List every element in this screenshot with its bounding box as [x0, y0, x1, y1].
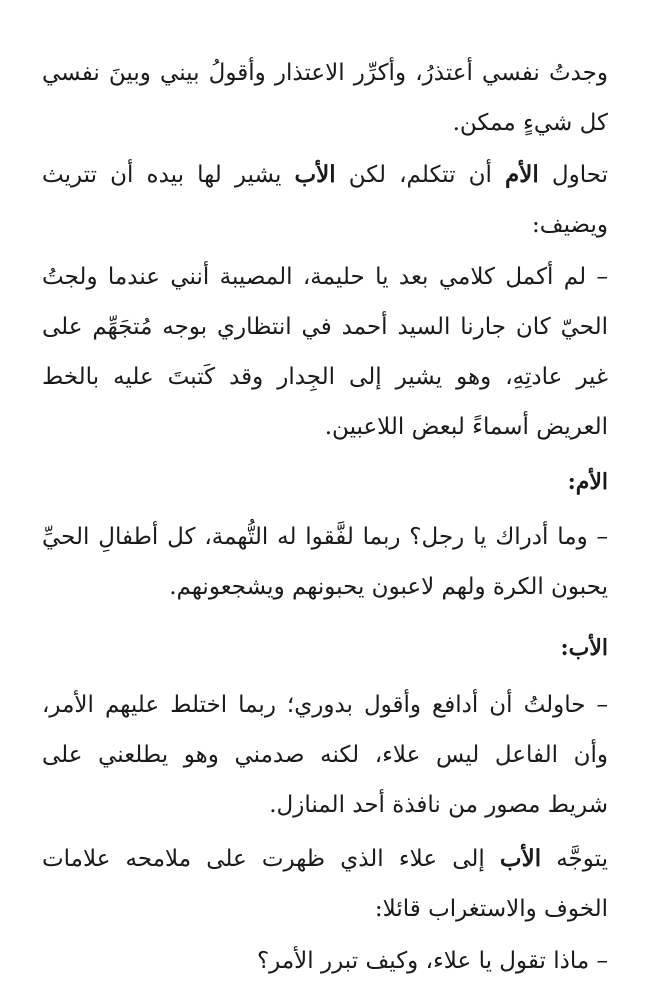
paragraph-narration-mother-father	[42, 150, 608, 250]
narration-text: يتوجَّه	[541, 846, 608, 872]
paragraph-father-defense: – حاولتُ أن أدافع وأقول بدوري؛ ربما اختلط عليهم الأمر، وأن الفاعل ليس علاء، لكنه صدمني وهو يطلعني على شريط مصور من نافذة أحد المنازل.	[42, 692, 608, 818]
paragraph-father-dialogue: – لم أكمل كلامي بعد يا حليمة، المصيبة أنني عندما ولجتُ الحيّ كان جارنا السيد أحمد في انتظاري بوجه مُتجَهِّم على غير عادتِهِ، وهو يشير إلى الجِدار وقد كَتبتَ عليه بالخط العريض أسماءً لبعض اللاعبين.	[42, 264, 608, 440]
narration-text: يشير لها بيده أن تتريث ويضيف:	[42, 162, 608, 238]
father-name: الأب	[499, 845, 542, 872]
mother-name: الأم	[505, 161, 539, 188]
narration-text: إلى علاء الذي ظهرت على ملامحه علامات الخوف والاستغراب قائلا:	[42, 846, 608, 922]
narration-text: تحاول	[538, 162, 608, 188]
paragraph-mother-dialogue: – وما أدراك يا رجل؟ ربما لفَّقوا له التُّهمة، كل أطفالِ الحيِّ يحبون الكرة ولهم لاعبون يحبونهم ويشجعونهم.	[42, 524, 608, 600]
speaker-label-mother: الأم:	[567, 469, 608, 495]
father-name: الأب	[294, 161, 336, 188]
paragraph-father-question: – ماذا تقول يا علاء، وكيف تبرر الأمر؟	[256, 948, 608, 974]
paragraph-apology: وجدتُ نفسي أعتذرُ، وأكرِّر الاعتذار وأقولُ بيني وبينَ نفسي كل شيءٍ ممكن.	[42, 60, 608, 136]
speaker-label-father: الأب:	[560, 635, 608, 661]
paragraph-narration-father	[42, 834, 608, 934]
narration-text: أن تتكلم، لكن	[335, 162, 506, 188]
